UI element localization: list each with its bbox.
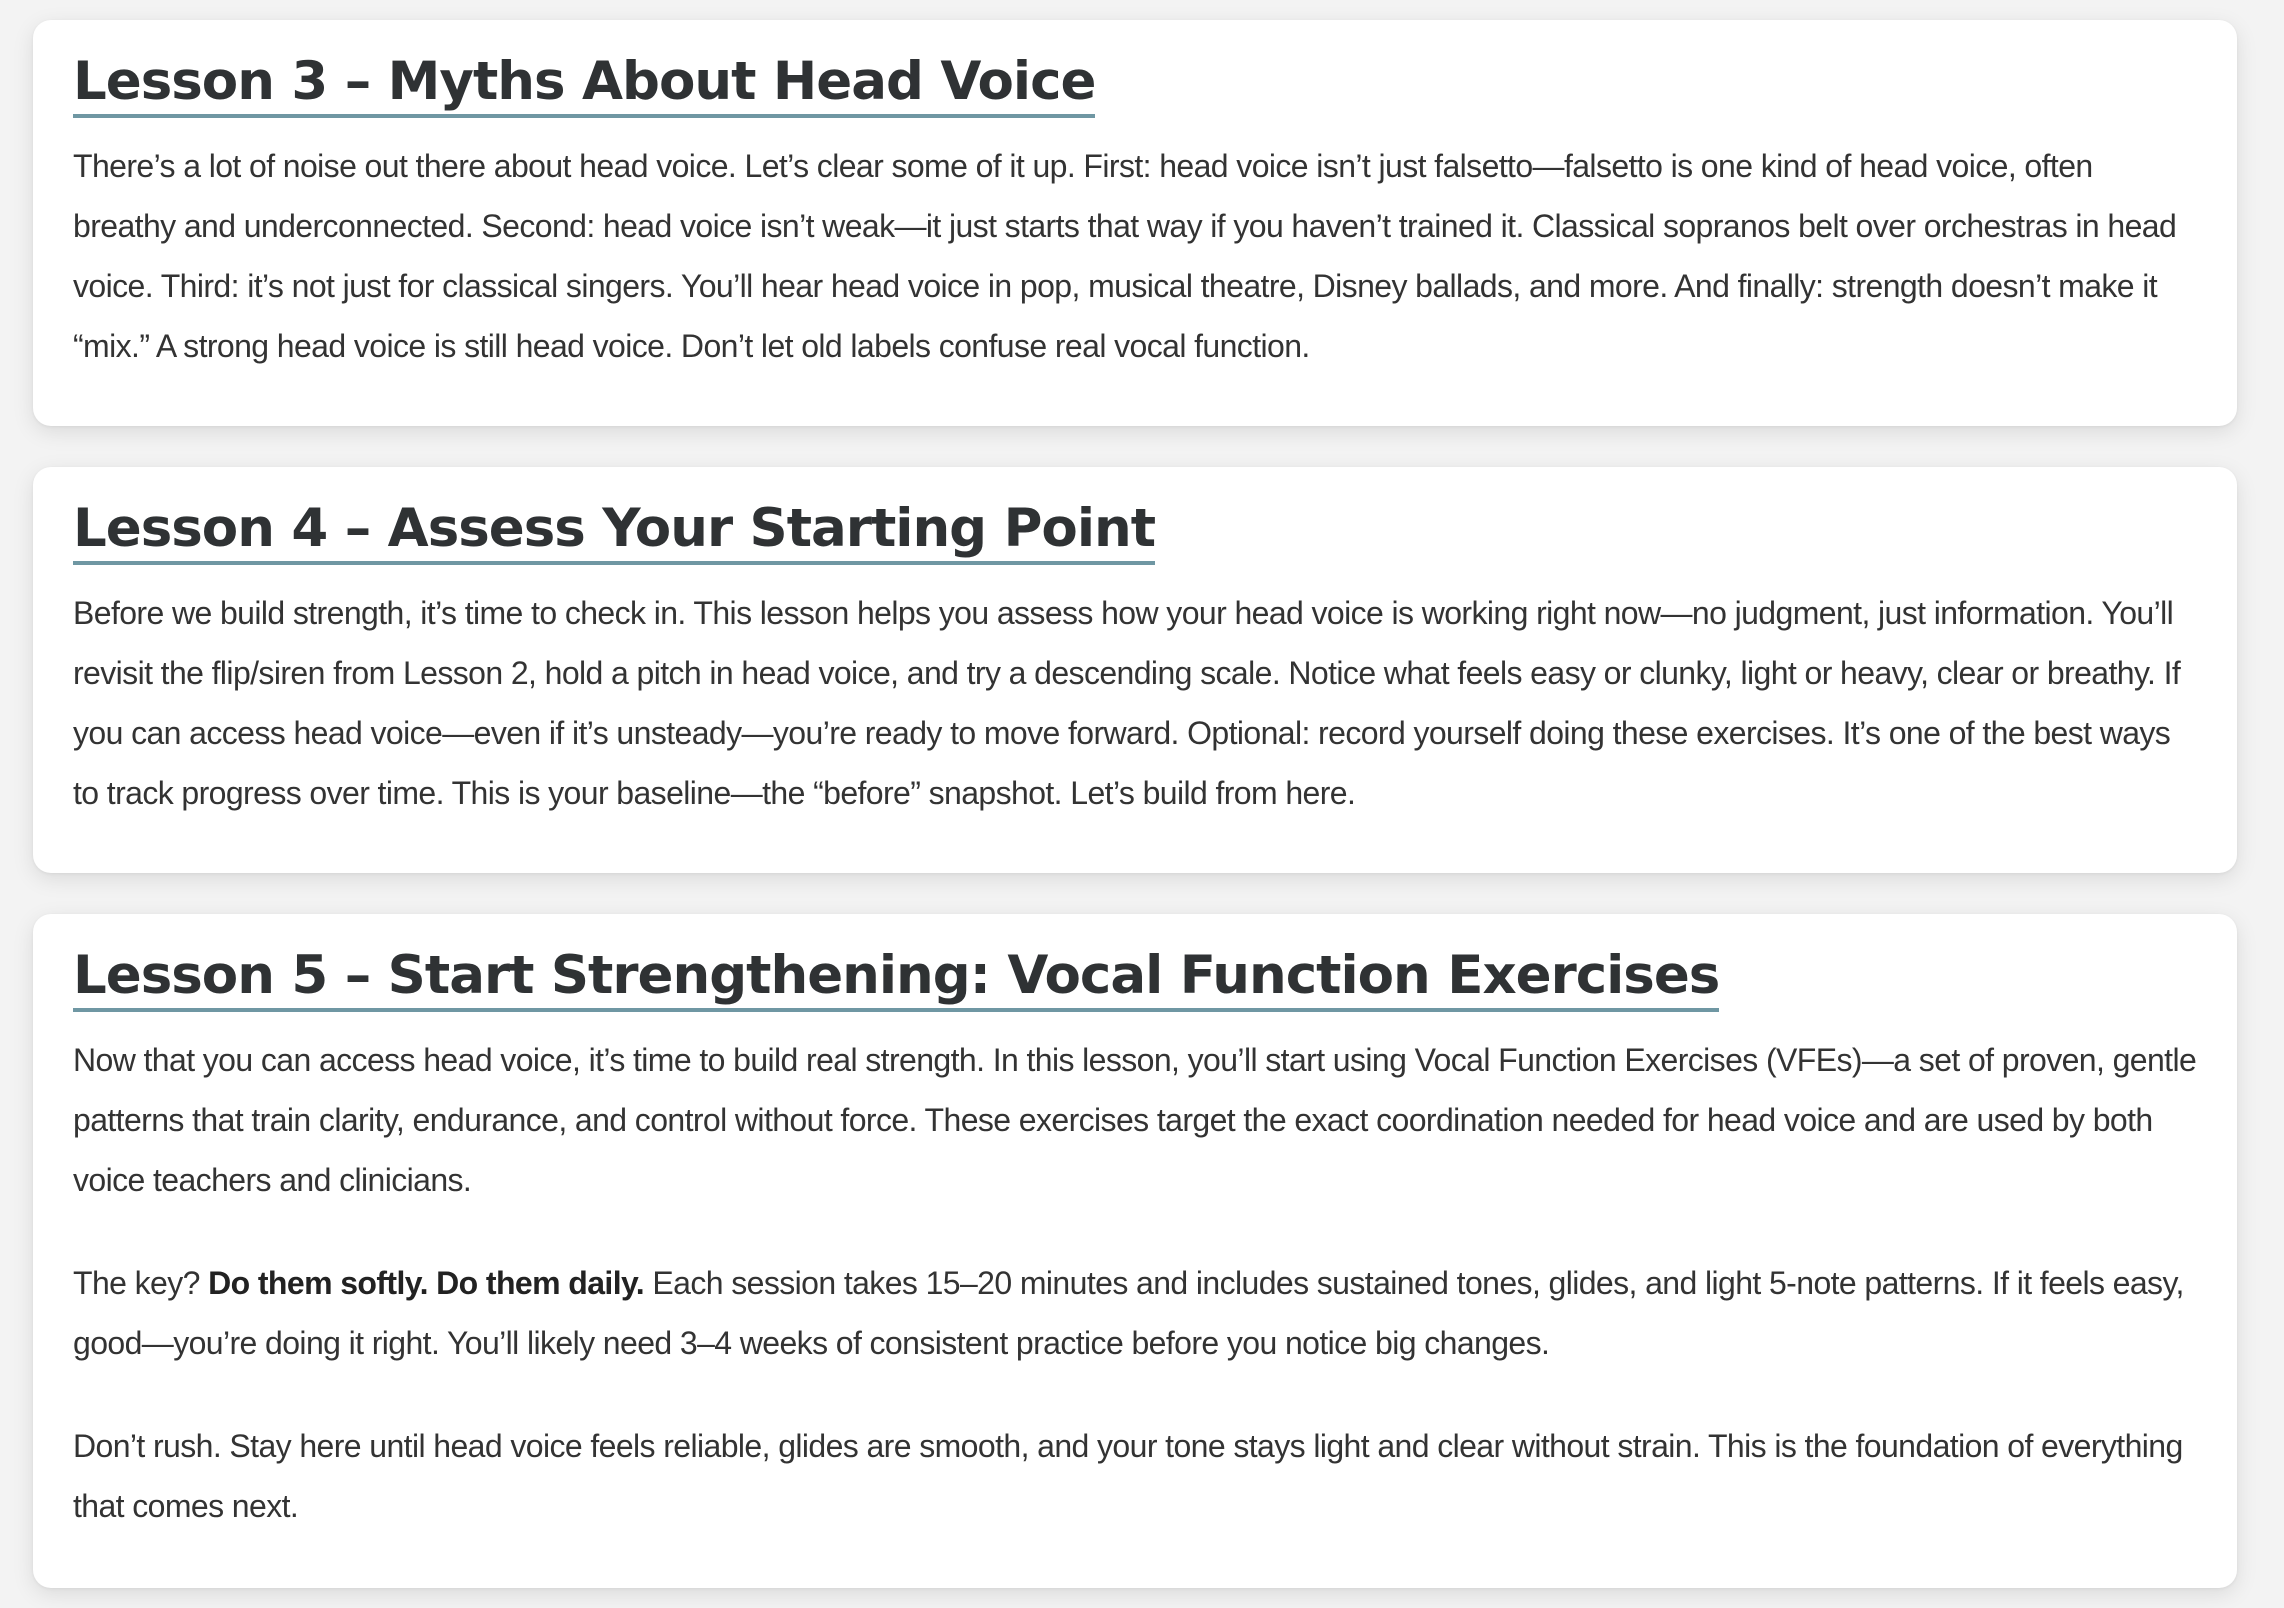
lesson-4-body: [73, 583, 2197, 823]
lesson-3-title: Lesson 3 – Myths About Head Voice: [73, 50, 1095, 118]
lesson-5-paragraph-2-rest: Each session takes 15–20 minutes and includes sustained tones, glides, and light 5-note patterns. If it feels easy, good—you’re doing it right. You’ll likely need 3–4 weeks of consistent practice before you notice big changes.: [73, 1264, 2184, 1361]
lesson-card-3: [33, 20, 2237, 426]
lesson-4-title: Lesson 4 – Assess Your Starting Point: [73, 497, 1155, 565]
lesson-card-5: [33, 914, 2237, 1588]
lesson-5-paragraph-2-lead: The key?: [73, 1264, 209, 1301]
lesson-5-paragraph-2: [73, 1253, 2197, 1373]
lesson-4-paragraph: Before we build strength, it’s time to check in. This lesson helps you assess how your head voice is working right now—no judgment, just information. You’ll revisit the flip/siren from Lesson 2, hold a pitch in head voice, and try a descending scale. Notice what feels easy or clunky, light or heavy, clear or breathy. If you can access head voice—even if it’s unsteady—you’re ready to move forward. Optional: record yourself doing these exercises. It’s one of the best ways to track progress over time. This is your baseline—the “before” snapshot. Let’s build from here.: [73, 594, 2181, 811]
lesson-3-paragraph: There’s a lot of noise out there about head voice. Let’s clear some of it up. First: head voice isn’t just falsetto—falsetto is one kind of head voice, often breathy and underconnected. Second: head voice isn’t weak—it just starts that way if you haven’t trained it. Classical sopranos belt over orchestras in head voice. Third: it’s not just for classical singers. You’ll hear head voice in pop, musical theatre, Disney ballads, and more. And finally: strength doesn’t make it “mix.” A strong head voice is still head voice. Don’t let old labels confuse real vocal function.: [73, 147, 2177, 364]
lesson-card-4: [33, 467, 2237, 873]
lesson-5-title: Lesson 5 – Start Strengthening: Vocal Function Exercises: [73, 944, 1719, 1012]
lesson-3-body: [73, 136, 2197, 376]
lesson-5-paragraph-1: Now that you can access head voice, it’s time to build real strength. In this lesson, you’ll start using Vocal Function Exercises (VFEs)—a set of proven, gentle patterns that train clarity, endurance, and control without force. These exercises target the exact coordination needed for head voice and are used by both voice teachers and clinicians.: [73, 1041, 2197, 1198]
lesson-5-key-emphasis: Do them softly. Do them daily.: [208, 1264, 645, 1301]
lesson-5-body: [73, 1030, 2197, 1536]
lesson-5-paragraph-3: Don’t rush. Stay here until head voice feels reliable, glides are smooth, and your tone stays light and clear without strain. This is the foundation of everything that comes next.: [73, 1427, 2183, 1524]
